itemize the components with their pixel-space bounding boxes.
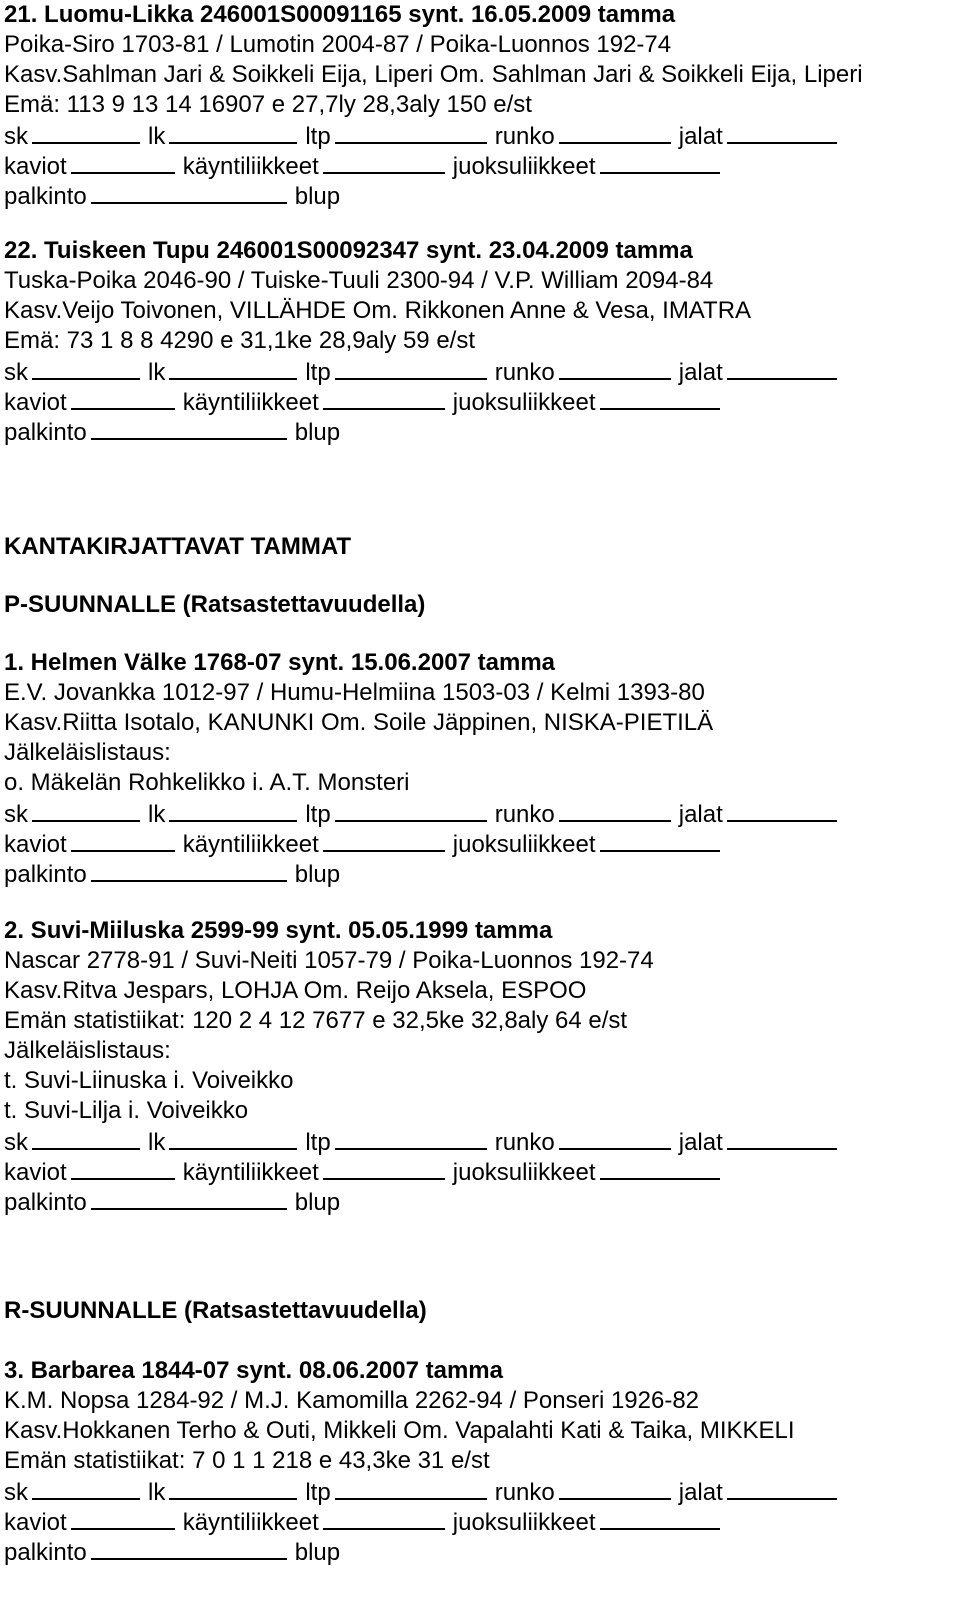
entry-line: o. Mäkelän Rohkelikko i. A.T. Monsteri [4, 769, 410, 796]
entry-line: Emä: 113 9 13 14 16907 e 27,7ly 28,3aly 150 e/st [4, 91, 532, 118]
evaluation-row [4, 828, 728, 860]
entry-line: Kasv.Ritva Jespars, LOHJA Om. Reijo Aksela, ESPOO [4, 977, 587, 1004]
blank-line [727, 356, 837, 380]
blank-line [71, 1156, 175, 1180]
blank-line [91, 416, 287, 440]
blank-line [32, 1476, 140, 1500]
section-heading: R-SUUNNALLE (Ratsastettavuudella) [4, 1297, 427, 1324]
blank-line [600, 150, 720, 174]
field-label-juoksuliikkeet: juoksuliikkeet [452, 153, 596, 180]
blank-line [559, 1126, 671, 1150]
blank-line [727, 1476, 837, 1500]
field-label-kayntiliikkeet: käyntiliikkeet [182, 1509, 319, 1536]
entry-line: Jälkeläislistaus: [4, 739, 171, 766]
blank-line [32, 1126, 140, 1150]
field-label-lk: lk [148, 359, 166, 386]
field-label-kayntiliikkeet: käyntiliikkeet [182, 153, 319, 180]
field-label-kaviot: kaviot [4, 1159, 67, 1186]
blank-line [727, 1126, 837, 1150]
field-label-ltp: ltp [305, 801, 331, 828]
blank-line [727, 120, 837, 144]
blank-line [559, 1476, 671, 1500]
field-label-runko: runko [494, 1479, 555, 1506]
field-label-ltp: ltp [305, 1129, 331, 1156]
blank-line [335, 356, 487, 380]
blank-line [91, 858, 287, 882]
field-label-lk: lk [148, 1479, 166, 1506]
field-label-runko: runko [494, 1129, 555, 1156]
entry-line: Emän statistiikat: 120 2 4 12 7677 e 32,5ke 32,8aly 64 e/st [4, 1007, 628, 1034]
entry-line: t. Suvi-Liinuska i. Voiveikko [4, 1067, 294, 1094]
field-label-runko: runko [494, 359, 555, 386]
entry-line: Kasv.Riitta Isotalo, KANUNKI Om. Soile Jäppinen, NISKA-PIETILÄ [4, 709, 714, 736]
blank-line [32, 120, 140, 144]
field-label-ltp: ltp [305, 1479, 331, 1506]
field-label-ltp: ltp [305, 123, 331, 150]
field-label-juoksuliikkeet: juoksuliikkeet [452, 389, 596, 416]
field-label-kayntiliikkeet: käyntiliikkeet [182, 389, 319, 416]
evaluation-row [4, 150, 728, 182]
blank-line [559, 120, 671, 144]
evaluation-row [4, 386, 728, 418]
field-label-blup: blup [294, 1189, 341, 1216]
blank-line [600, 828, 720, 852]
entry-line: Jälkeläislistaus: [4, 1037, 171, 1064]
entry-line: t. Suvi-Lilja i. Voiveikko [4, 1097, 249, 1124]
entry-line: Poika-Siro 1703-81 / Lumotin 2004-87 / Poika-Luonnos 192-74 [4, 31, 672, 58]
blank-line [169, 356, 297, 380]
field-label-blup: blup [294, 183, 341, 210]
field-label-sk: sk [4, 1479, 28, 1506]
field-label-runko: runko [494, 801, 555, 828]
entry-line: Kasv.Sahlman Jari & Soikkeli Eija, Liperi Om. Sahlman Jari & Soikkeli Eija, Liperi [4, 61, 863, 88]
section-heading: KANTAKIRJATTAVAT TAMMAT [4, 533, 352, 560]
entry-line: Kasv.Veijo Toivonen, VILLÄHDE Om. Rikkonen Anne & Vesa, IMATRA [4, 297, 752, 324]
evaluation-row [4, 1506, 728, 1538]
blank-line [600, 1156, 720, 1180]
entry-line: Emän statistiikat: 7 0 1 1 218 e 43,3ke 31 e/st [4, 1447, 490, 1474]
field-label-sk: sk [4, 1129, 28, 1156]
evaluation-row [4, 1186, 340, 1218]
entry-title: 1. Helmen Välke 1768-07 synt. 15.06.2007 tamma [4, 649, 556, 676]
blank-line [323, 1156, 445, 1180]
evaluation-row [4, 858, 340, 890]
evaluation-row [4, 180, 340, 212]
field-label-sk: sk [4, 359, 28, 386]
field-label-ltp: ltp [305, 359, 331, 386]
blank-line [71, 150, 175, 174]
blank-line [71, 1506, 175, 1530]
entry-line: Emä: 73 1 8 8 4290 e 31,1ke 28,9aly 59 e/st [4, 327, 475, 354]
entry-title: 3. Barbarea 1844-07 synt. 08.06.2007 tamma [4, 1357, 503, 1384]
entry-title: 21. Luomu-Likka 246001S00091165 synt. 16.05.2009 tamma [4, 1, 676, 28]
field-label-blup: blup [294, 419, 341, 446]
field-label-sk: sk [4, 801, 28, 828]
field-label-lk: lk [148, 123, 166, 150]
blank-line [91, 1536, 287, 1560]
entry-title: 22. Tuiskeen Tupu 246001S00092347 synt. 23.04.2009 tamma [4, 237, 693, 264]
evaluation-row [4, 1536, 340, 1568]
blank-line [71, 386, 175, 410]
blank-line [169, 1126, 297, 1150]
blank-line [32, 356, 140, 380]
field-label-juoksuliikkeet: juoksuliikkeet [452, 831, 596, 858]
field-label-lk: lk [148, 801, 166, 828]
blank-line [323, 1506, 445, 1530]
field-label-jalat: jalat [678, 801, 723, 828]
field-label-palkinto: palkinto [4, 1189, 87, 1216]
field-label-kaviot: kaviot [4, 1509, 67, 1536]
field-label-palkinto: palkinto [4, 861, 87, 888]
blank-line [169, 120, 297, 144]
blank-line [335, 1126, 487, 1150]
blank-line [335, 1476, 487, 1500]
evaluation-row [4, 1476, 845, 1508]
blank-line [91, 1186, 287, 1210]
field-label-jalat: jalat [678, 123, 723, 150]
entry-line: K.M. Nopsa 1284-92 / M.J. Kamomilla 2262-94 / Ponseri 1926-82 [4, 1387, 700, 1414]
field-label-palkinto: palkinto [4, 183, 87, 210]
entry-line: Nascar 2778-91 / Suvi-Neiti 1057-79 / Poika-Luonnos 192-74 [4, 947, 654, 974]
field-label-jalat: jalat [678, 1129, 723, 1156]
evaluation-row [4, 120, 845, 152]
evaluation-row [4, 416, 340, 448]
blank-line [323, 150, 445, 174]
entry-line: E.V. Jovankka 1012-97 / Humu-Helmiina 1503-03 / Kelmi 1393-80 [4, 679, 705, 706]
blank-line [559, 798, 671, 822]
field-label-kayntiliikkeet: käyntiliikkeet [182, 1159, 319, 1186]
field-label-palkinto: palkinto [4, 419, 87, 446]
evaluation-row [4, 1156, 728, 1188]
evaluation-row [4, 356, 845, 388]
blank-line [323, 828, 445, 852]
entry-line: Kasv.Hokkanen Terho & Outi, Mikkeli Om. Vapalahti Kati & Taika, MIKKELI [4, 1417, 795, 1444]
blank-line [600, 386, 720, 410]
blank-line [727, 798, 837, 822]
blank-line [91, 180, 287, 204]
entry-title: 2. Suvi-Miiluska 2599-99 synt. 05.05.1999 tamma [4, 917, 553, 944]
blank-line [600, 1506, 720, 1530]
evaluation-row [4, 798, 845, 830]
field-label-runko: runko [494, 123, 555, 150]
field-label-juoksuliikkeet: juoksuliikkeet [452, 1159, 596, 1186]
field-label-kayntiliikkeet: käyntiliikkeet [182, 831, 319, 858]
field-label-lk: lk [148, 1129, 166, 1156]
blank-line [169, 1476, 297, 1500]
blank-line [32, 798, 140, 822]
field-label-blup: blup [294, 1539, 341, 1566]
entry-line: Tuska-Poika 2046-90 / Tuiske-Tuuli 2300-94 / V.P. William 2094-84 [4, 267, 714, 294]
blank-line [323, 386, 445, 410]
section-heading: P-SUUNNALLE (Ratsastettavuudella) [4, 591, 426, 618]
field-label-juoksuliikkeet: juoksuliikkeet [452, 1509, 596, 1536]
blank-line [335, 120, 487, 144]
field-label-jalat: jalat [678, 359, 723, 386]
blank-line [71, 828, 175, 852]
field-label-kaviot: kaviot [4, 831, 67, 858]
field-label-kaviot: kaviot [4, 389, 67, 416]
field-label-palkinto: palkinto [4, 1539, 87, 1566]
field-label-kaviot: kaviot [4, 153, 67, 180]
field-label-blup: blup [294, 861, 341, 888]
blank-line [559, 356, 671, 380]
blank-line [335, 798, 487, 822]
evaluation-row [4, 1126, 845, 1158]
blank-line [169, 798, 297, 822]
field-label-sk: sk [4, 123, 28, 150]
field-label-jalat: jalat [678, 1479, 723, 1506]
